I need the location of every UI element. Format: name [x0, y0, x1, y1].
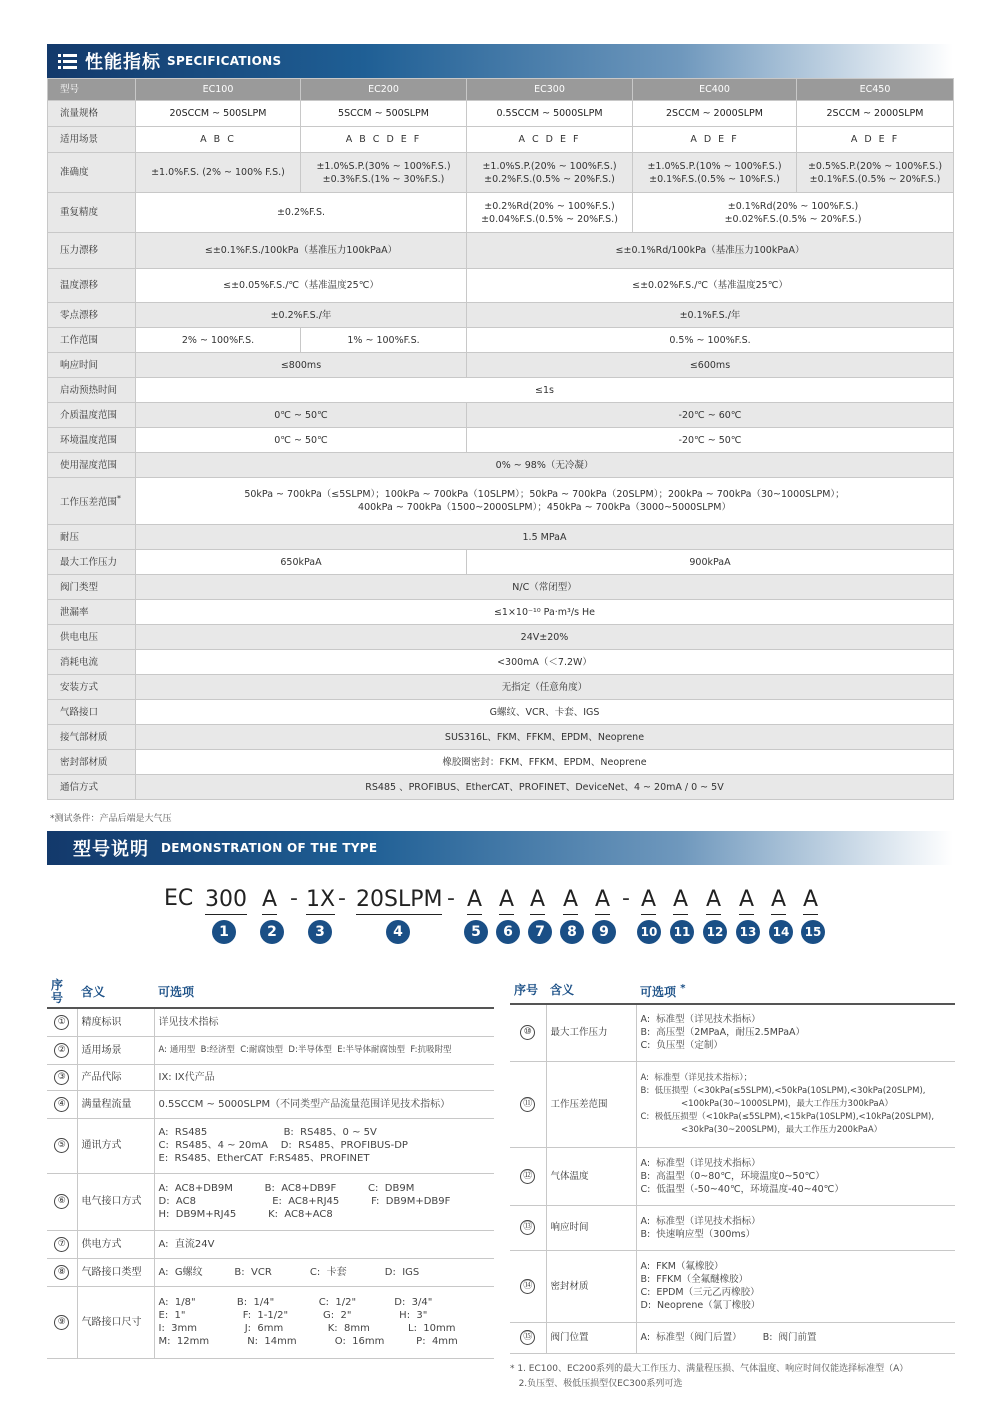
circled-number: ③ — [54, 1070, 69, 1085]
banner-title-zh: 型号说明 — [73, 839, 149, 860]
table-row — [48, 303, 954, 328]
header-ec400: EC400 — [633, 79, 797, 101]
code-number: 8 — [560, 920, 584, 944]
cell: A B C — [136, 127, 301, 153]
legend-num — [510, 1004, 546, 1061]
row-label: 重复精度 — [48, 193, 136, 233]
circled-number: ⑬ — [520, 1220, 535, 1235]
table-row — [48, 153, 954, 193]
code-dash: - — [338, 886, 346, 911]
banner-title-en: SPECIFICATIONS — [167, 54, 282, 68]
row-label: 响应时间 — [48, 353, 136, 378]
code-part: A — [771, 886, 786, 915]
cell: SUS316L、FKM、FFKM、EPDM、Neoprene — [136, 725, 954, 750]
legend-options: A: 标准型（详见技术指标） B: 快速响应型（300ms） — [636, 1205, 955, 1250]
legend-meaning: 工作压差范围 — [546, 1061, 636, 1147]
code-part: A — [803, 886, 818, 915]
legend-options: IX: IX代产品 — [154, 1064, 494, 1090]
legend-meaning: 响应时间 — [546, 1205, 636, 1250]
cell — [797, 153, 954, 193]
row-label: 零点漂移 — [48, 303, 136, 328]
circled-number: ① — [54, 1015, 69, 1030]
header-model-label: 型号 — [48, 79, 136, 101]
table-row — [48, 328, 954, 353]
code-part: 300 — [205, 886, 247, 915]
cell-line: ±0.02%F.S.(0.5% ~ 20%F.S.) — [724, 213, 862, 225]
legend-table-right — [510, 977, 955, 1354]
legend-meaning: 适用场景 — [77, 1036, 154, 1064]
row-label: 供电电压 — [48, 625, 136, 650]
header-ec100: EC100 — [136, 79, 301, 101]
cell: ±0.1%F.S./年 — [467, 303, 954, 328]
legend-row — [47, 1230, 494, 1258]
legend-options: A: FKM（氟橡胶） B: FFKM（全氟醚橡胶） C: EPDM（三元乙丙橡胶） D: Neoprene（氯丁橡胶） — [636, 1250, 955, 1322]
header-ec200: EC200 — [301, 79, 467, 101]
code-number: 7 — [528, 920, 552, 944]
cell-line: ±0.04%F.S.(0.5% ~ 20%F.S.) — [481, 213, 618, 225]
spec-footnote: *测试条件：产品后端是大气压 — [50, 814, 172, 824]
table-row — [48, 750, 954, 775]
legend-meaning: 精度标识 — [77, 1008, 154, 1036]
cell: 0.5SCCM ~ 5000SLPM — [467, 101, 633, 127]
legend-options: A: 标准型（阀门后置） B: 阀门前置 — [636, 1322, 955, 1353]
code-part: A — [563, 886, 578, 915]
cell: ≤±0.1%Rd/100kPa（基准压力100kPaA） — [467, 233, 954, 269]
legend-options: A: 通用型 B:经济型 C:耐腐蚀型 D:半导体型 E:半导体耐腐蚀型 F:抗吸附型 — [154, 1036, 494, 1064]
cell: 2SCCM ~ 2000SLPM — [797, 101, 954, 127]
code-part: A — [530, 886, 545, 915]
table-row — [48, 353, 954, 378]
header-options-text: 可选项 — [640, 984, 677, 999]
table-row — [48, 575, 954, 600]
row-label: 流量规格 — [48, 101, 136, 127]
legend-row — [47, 1036, 494, 1064]
type-demonstration-banner — [47, 831, 953, 865]
cell: 0℃ ~ 50℃ — [136, 403, 467, 428]
legend-options: A: 标准型（详见技术指标） B: 高温型（0~80℃，环境温度0~50℃） C: 低温型（-50~40℃，环境温度-40~40℃） — [636, 1147, 955, 1205]
row-label: 温度漂移 — [48, 269, 136, 303]
cell: A B C D E F — [301, 127, 467, 153]
code-part: EC — [164, 886, 194, 911]
table-row — [48, 269, 954, 303]
table-row — [48, 453, 954, 478]
cell — [467, 153, 633, 193]
legend-num — [47, 1118, 77, 1173]
cell: ≤±0.1%F.S./100kPa（基准压力100kPaA） — [136, 233, 467, 269]
cell: ≤600ms — [467, 353, 954, 378]
legend-num — [47, 1036, 77, 1064]
cell: ±0.2%F.S./年 — [136, 303, 467, 328]
legend-meaning: 产品代际 — [77, 1064, 154, 1090]
cell-line: ±0.5%S.P.(20% ~ 100%F.S.) — [807, 160, 943, 172]
cell: ±1.0%F.S. (2% ~ 100% F.S.) — [136, 153, 301, 193]
cell — [301, 153, 467, 193]
cell: 650kPaA — [136, 550, 467, 575]
row-label: 准确度 — [48, 153, 136, 193]
header-num: 序号 — [47, 977, 77, 1008]
cell: A C D E F — [467, 127, 633, 153]
circled-number: ⑤ — [54, 1138, 69, 1153]
code-part: A — [706, 886, 721, 915]
legend-options: A: AC8+DB9M B: AC8+DB9F C: DB9M D: AC8 E: AC8+RJ45 F: DB9M+DB9F H: DB9M+RJ45 K: AC8+AC8 — [154, 1173, 494, 1230]
legend-row — [47, 1008, 494, 1036]
table-row — [48, 725, 954, 750]
code-number: 14 — [769, 920, 793, 944]
table-row — [48, 600, 954, 625]
code-number: 15 — [801, 920, 825, 944]
header-ec300: EC300 — [467, 79, 633, 101]
legend-row — [510, 1004, 955, 1061]
cell: ≤1×10⁻¹⁰ Pa·m³/s He — [136, 600, 954, 625]
legend-meaning: 通讯方式 — [77, 1118, 154, 1173]
legend-num — [47, 1064, 77, 1090]
legend-header-row — [47, 977, 494, 1008]
code-number: 6 — [496, 920, 520, 944]
legend-num — [510, 1147, 546, 1205]
legend-meaning: 电气接口方式 — [77, 1173, 154, 1230]
cell: ≤800ms — [136, 353, 467, 378]
legend-options: 0.5SCCM ~ 5000SLPM（不同类型产品流量范围详见技术指标） — [154, 1090, 494, 1118]
legend-num — [47, 1173, 77, 1230]
cell-line: 50kPa ~ 700kPa（≤5SLPM）；100kPa ~ 700kPa（10SLPM）；50kPa ~ 700kPa（20SLPM）；200kPa ~ 700kPa（30~1000SLPM）； — [244, 489, 845, 500]
list-icon — [59, 51, 77, 72]
table-row — [48, 233, 954, 269]
legend-meaning: 密封材质 — [546, 1250, 636, 1322]
legend-row — [510, 1061, 955, 1147]
footnote-line: * 1. EC100、EC200系列的最大工作压力、满量程压损、气体温度、响应时间仅能选择标准型（A） — [510, 1364, 909, 1374]
row-label: 泄漏率 — [48, 600, 136, 625]
type-footnote — [510, 1362, 908, 1392]
cell: A D E F — [797, 127, 954, 153]
table-row — [48, 193, 954, 233]
row-label-text: 工作压差范围 — [60, 497, 118, 509]
table-row — [48, 650, 954, 675]
legend-header-row — [510, 977, 955, 1004]
table-row — [48, 403, 954, 428]
table-row — [48, 775, 954, 800]
row-label: 气路接口 — [48, 700, 136, 725]
cell-line: 400kPa ~ 700kPa（1500~2000SLPM）；450kPa ~ 700kPa（3000~5000SLPM） — [358, 502, 731, 513]
code-part: A — [499, 886, 514, 915]
circled-number: ⑩ — [520, 1025, 535, 1040]
header-ec450: EC450 — [797, 79, 954, 101]
cell-line: ±0.2%Rd(20% ~ 100%F.S.) — [484, 200, 615, 212]
legend-num — [510, 1322, 546, 1353]
circled-number: ④ — [54, 1097, 69, 1112]
legend-row — [47, 1090, 494, 1118]
legend-options: A: 直流24V — [154, 1230, 494, 1258]
cell: ≤±0.02%F.S./℃（基准温度25℃） — [467, 269, 954, 303]
row-label: 密封部材质 — [48, 750, 136, 775]
table-row — [48, 428, 954, 453]
code-number: 10 — [637, 920, 661, 944]
code-part: A — [739, 886, 754, 915]
cell: -20℃ ~ 50℃ — [467, 428, 954, 453]
legend-num — [510, 1205, 546, 1250]
row-label: 启动预热时间 — [48, 378, 136, 403]
table-row — [48, 525, 954, 550]
legend-meaning: 气体温度 — [546, 1147, 636, 1205]
code-part: 20SLPM — [356, 886, 442, 915]
cell-line: ±0.1%F.S.(0.5% ~ 20%F.S.) — [809, 173, 941, 185]
row-label: 阀门类型 — [48, 575, 136, 600]
circled-number: ⑭ — [520, 1279, 535, 1294]
cell: A D E F — [633, 127, 797, 153]
row-label: 工作范围 — [48, 328, 136, 353]
legend-options: A: 1/8" B: 1/4" C: 1/2" D: 3/4" E: 1" F: 1-1/2" G: 2" H: 3" I: 3mm J: 6mm K: 8mm L: 10mm M: 12mm N: 14mm O: 16mm P: 4mm — [154, 1286, 494, 1358]
cell: RS485 、PROFIBUS、EtherCAT、PROFINET、DeviceNet、4 ~ 20mA / 0 ~ 5V — [136, 775, 954, 800]
legend-options: A: 标准型（详见技术指标）； B: 低压损型（<30kPa(≤5SLPM),<50kPa(10SLPM),<30kPa(20SLPM), <100kPa(30~1000SLPM)，最大工作压力300kPaA） C: 极低压损型（<10kPa(≤5SLPM),<15kPa(10SLPM),<10kPa(20SLPM), <30kPa(30~200SLPM)，最大工作压力200kPaA） — [636, 1061, 955, 1147]
cell — [136, 478, 954, 525]
cell: 1.5 MPaA — [136, 525, 954, 550]
footnote-marker: * — [117, 494, 121, 504]
cell: 橡胶圈密封：FKM、FFKM、EPDM、Neoprene — [136, 750, 954, 775]
cell: 24V±20% — [136, 625, 954, 650]
row-label: 压力漂移 — [48, 233, 136, 269]
legend-table-left — [47, 977, 494, 1359]
circled-number: ⑥ — [54, 1194, 69, 1209]
legend-row — [510, 1205, 955, 1250]
legend-meaning: 供电方式 — [77, 1230, 154, 1258]
table-header-row — [48, 79, 954, 101]
table-row — [48, 550, 954, 575]
code-part: A — [595, 886, 610, 915]
row-label: 通信方式 — [48, 775, 136, 800]
legend-num — [47, 1090, 77, 1118]
cell: 5SCCM ~ 500SLPM — [301, 101, 467, 127]
banner-title-zh: 性能指标 — [85, 52, 161, 73]
cell: -20℃ ~ 60℃ — [467, 403, 954, 428]
cell: ±0.2%F.S. — [136, 193, 467, 233]
cell: 20SCCM ~ 500SLPM — [136, 101, 301, 127]
code-part: A — [467, 886, 482, 915]
specifications-banner — [47, 44, 953, 78]
row-label: 使用湿度范围 — [48, 453, 136, 478]
code-number: 3 — [308, 920, 332, 944]
code-number: 4 — [386, 920, 410, 944]
circled-number: ⑪ — [520, 1097, 535, 1112]
cell: <300mA（＜7.2W） — [136, 650, 954, 675]
row-label: 最大工作压力 — [48, 550, 136, 575]
code-number: 9 — [592, 920, 616, 944]
row-label: 环境温度范围 — [48, 428, 136, 453]
table-row — [48, 478, 954, 525]
cell: 0.5% ~ 100%F.S. — [467, 328, 954, 353]
cell: 无指定（任意角度） — [136, 675, 954, 700]
header-meaning: 含义 — [546, 977, 636, 1004]
cell: 0% ~ 98%（无冷凝） — [136, 453, 954, 478]
cell: G螺纹、VCR、卡套、IGS — [136, 700, 954, 725]
legend-row — [47, 1258, 494, 1286]
legend-row — [510, 1147, 955, 1205]
legend-num — [47, 1258, 77, 1286]
header-num: 序号 — [510, 977, 546, 1004]
legend-row — [47, 1064, 494, 1090]
legend-num — [47, 1230, 77, 1258]
row-label: 消耗电流 — [48, 650, 136, 675]
circled-number: ⑦ — [54, 1237, 69, 1252]
legend-options: A: RS485 B: RS485、0 ~ 5V C: RS485、4 ~ 20mA D: RS485、PROFIBUS-DP E: RS485、EtherCAT F:RS485、PROFINET — [154, 1118, 494, 1173]
banner-title-en: DEMONSTRATION OF THE TYPE — [161, 841, 378, 855]
cell-line: ±0.3%F.S.(1% ~ 30%F.S.) — [322, 173, 445, 185]
row-label: 安装方式 — [48, 675, 136, 700]
legend-meaning: 气路接口尺寸 — [77, 1286, 154, 1358]
circled-number: ⑮ — [520, 1330, 535, 1345]
circled-number: ⑧ — [54, 1265, 69, 1280]
code-number: 12 — [703, 920, 727, 944]
cell — [467, 193, 633, 233]
header-options — [636, 977, 955, 1004]
cell: 1% ~ 100%F.S. — [301, 328, 467, 353]
table-row — [48, 378, 954, 403]
code-number: 13 — [736, 920, 760, 944]
table-row — [48, 675, 954, 700]
cell: ≤1s — [136, 378, 954, 403]
code-dash: - — [447, 886, 455, 911]
row-label: 耐压 — [48, 525, 136, 550]
legend-num — [47, 1286, 77, 1358]
cell — [633, 153, 797, 193]
table-row — [48, 101, 954, 127]
legend-options: A: G螺纹 B: VCR C: 卡套 D: IGS — [154, 1258, 494, 1286]
circled-number: ⑫ — [520, 1169, 535, 1184]
cell-line: ±0.1%Rd(20% ~ 100%F.S.) — [727, 200, 859, 212]
legend-meaning: 最大工作压力 — [546, 1004, 636, 1061]
row-label: 介质温度范围 — [48, 403, 136, 428]
cell-line: ±1.0%S.P.(20% ~ 100%F.S.) — [482, 160, 617, 172]
legend-options: A: 标准型（详见技术指标） B: 高压型（2MPaA，耐压2.5MPaA） C: 负压型（定制） — [636, 1004, 955, 1061]
legend-meaning: 阀门位置 — [546, 1322, 636, 1353]
code-dash: - — [290, 886, 298, 911]
table-row — [48, 700, 954, 725]
cell-line: ±1.0%S.P.(30% ~ 100%F.S.) — [316, 160, 451, 172]
legend-row — [47, 1173, 494, 1230]
cell: 0℃ ~ 50℃ — [136, 428, 467, 453]
cell-line: ±1.0%S.P.(10% ~ 100%F.S.) — [647, 160, 782, 172]
code-number: 1 — [212, 920, 236, 944]
legend-num — [47, 1008, 77, 1036]
circled-number: ② — [54, 1043, 69, 1058]
legend-row — [510, 1322, 955, 1353]
specifications-table — [47, 78, 954, 800]
row-label: 接气部材质 — [48, 725, 136, 750]
code-dash: - — [622, 886, 630, 911]
code-number: 5 — [464, 920, 488, 944]
code-number: 11 — [670, 920, 694, 944]
cell: 900kPaA — [467, 550, 954, 575]
footnote-line: 2.负压型、极低压损型仅EC300系列可选 — [510, 1379, 683, 1389]
legend-num — [510, 1061, 546, 1147]
code-part: A — [262, 886, 277, 915]
code-part: A — [641, 886, 656, 915]
legend-options: 详见技术指标 — [154, 1008, 494, 1036]
code-part: 1X — [306, 886, 335, 915]
cell — [633, 193, 954, 233]
header-meaning: 含义 — [77, 977, 154, 1008]
code-number: 2 — [260, 920, 284, 944]
legend-num — [510, 1250, 546, 1322]
table-row — [48, 625, 954, 650]
circled-number: ⑨ — [54, 1315, 69, 1330]
footnote-marker: * — [680, 982, 686, 994]
cell-line: ±0.1%F.S.(0.5% ~ 10%F.S.) — [649, 173, 780, 185]
row-label — [48, 478, 136, 525]
cell: N/C（常闭型） — [136, 575, 954, 600]
code-part: A — [673, 886, 688, 915]
row-label: 适用场景 — [48, 127, 136, 153]
legend-row — [510, 1250, 955, 1322]
legend-row — [47, 1286, 494, 1358]
cell: 2% ~ 100%F.S. — [136, 328, 301, 353]
legend-meaning: 气路接口类型 — [77, 1258, 154, 1286]
legend-meaning: 满量程流量 — [77, 1090, 154, 1118]
table-row — [48, 127, 954, 153]
legend-row — [47, 1118, 494, 1173]
header-options: 可选项 — [154, 977, 494, 1008]
cell: 2SCCM ~ 2000SLPM — [633, 101, 797, 127]
cell-line: ±0.2%F.S.(0.5% ~ 20%F.S.) — [484, 173, 615, 185]
cell: ≤±0.05%F.S./℃（基准温度25℃） — [136, 269, 467, 303]
